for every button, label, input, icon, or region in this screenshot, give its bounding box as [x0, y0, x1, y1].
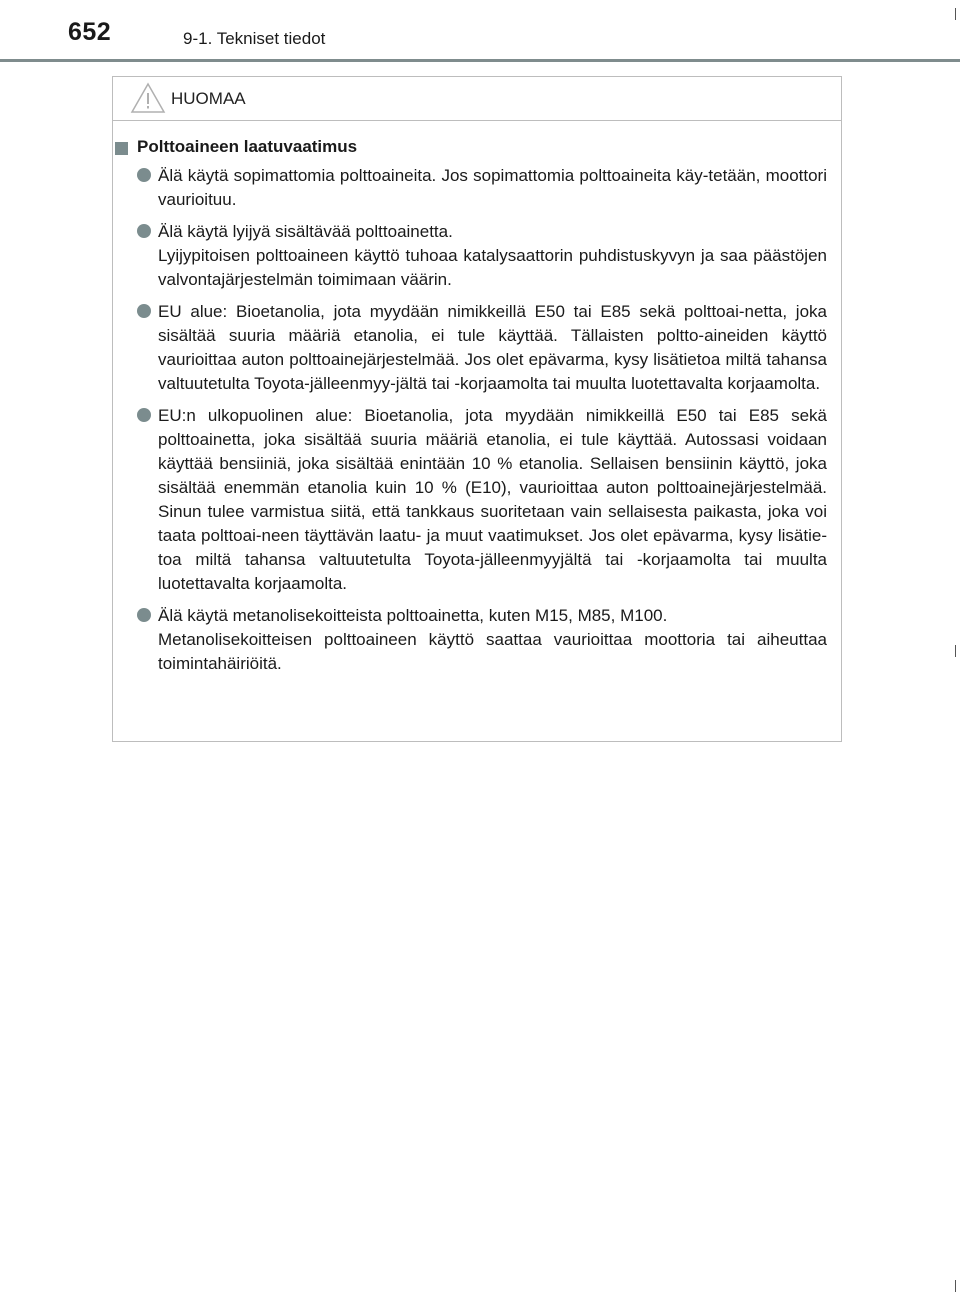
list-item: [113, 164, 841, 212]
crop-mark-top-right: [955, 8, 956, 20]
bullet-dot-icon: [137, 224, 151, 238]
bullet-dot-icon: [137, 408, 151, 422]
list-item-text: EU alue: Bioetanolia, jota myydään nimikkeillä E50 tai E85 sekä polttoai-netta, joka sisältää suuria määriä etanolia, ei tule käyttää. Tällaisten poltto-aineiden käyttö vaurioittaa auton polttoainejärjestelmää. Jos olet epävarma, kysy lisätietoa miltä tahansa valtuutetulta Toyota-jälleenmyy-jältä tai -korjaamolta tai muulta luotettavalta korjaamolta.: [158, 302, 827, 393]
notice-body: [113, 121, 841, 676]
crop-mark-mid-right: [955, 645, 956, 657]
list-item-text: EU:n ulkopuolinen alue: Bioetanolia, jota myydään nimikkeillä E50 tai E85 sekä polttoainetta, joka sisältää suuria määriä etanolia, ei tule käyttää. Autossasi voidaan käyttää bensiiniä, joka sisältää enintään 10 % etanolia. Sellaisen bensiinin käyttö, joka sisältää enemmän etanolia kuin 10 % (E10), vaurioittaa auton polttoainejärjestelmää. Sinun tulee varmistua siitä, että tankkaus suoritetaan vain sellaisesta paikasta, joka voi taata polttoai-neen täyttävän laatu- ja muut vaatimukset. Jos olet epävarma, kysy lisätie-toa miltä tahansa valtuutetulta Toyota-jälleenmyyjältä tai -korjaamolta tai muulta luotettavalta korjaamolta.: [158, 406, 827, 593]
list-item-text: Älä käytä sopimattomia polttoaineita. Jos sopimattomia polttoaineita käy-tetään, moottori vaurioituu.: [158, 166, 827, 209]
bullet-dot-icon: [137, 608, 151, 622]
list-item: [113, 604, 841, 676]
square-bullet-icon: [115, 142, 128, 155]
section-title: 9-1. Tekniset tiedot: [183, 29, 326, 48]
list-item-text: Älä käytä lyijyä sisältävää polttoainetta. Lyijypitoisen polttoaineen käyttö tuhoaa katalysaattorin puhdistuskyvyn ja saa päästöjen valvontajärjestelmän toimimaan väärin.: [158, 222, 827, 289]
notice-heading: Polttoaineen laatuvaatimus: [137, 137, 358, 156]
list-item: [113, 300, 841, 396]
header-rule: [0, 59, 960, 62]
page-number: 652: [68, 18, 112, 46]
notice-heading-row: [113, 136, 841, 158]
list-item: [113, 220, 841, 292]
page-header: [0, 0, 960, 62]
notice-header: [113, 77, 841, 121]
warning-triangle-icon: [130, 82, 166, 114]
bullet-dot-icon: [137, 304, 151, 318]
notice-label: HUOMAA: [171, 89, 246, 108]
list-item: [113, 404, 841, 596]
notice-box: [112, 76, 842, 742]
bullet-dot-icon: [137, 168, 151, 182]
crop-mark-bottom-right: [955, 1280, 956, 1292]
list-item-text: Älä käytä metanolisekoitteista polttoainetta, kuten M15, M85, M100. Metanolisekoitteisen polttoaineen käyttö saattaa vaurioittaa moottoria tai aiheuttaa toimintahäiriöitä.: [158, 606, 827, 673]
